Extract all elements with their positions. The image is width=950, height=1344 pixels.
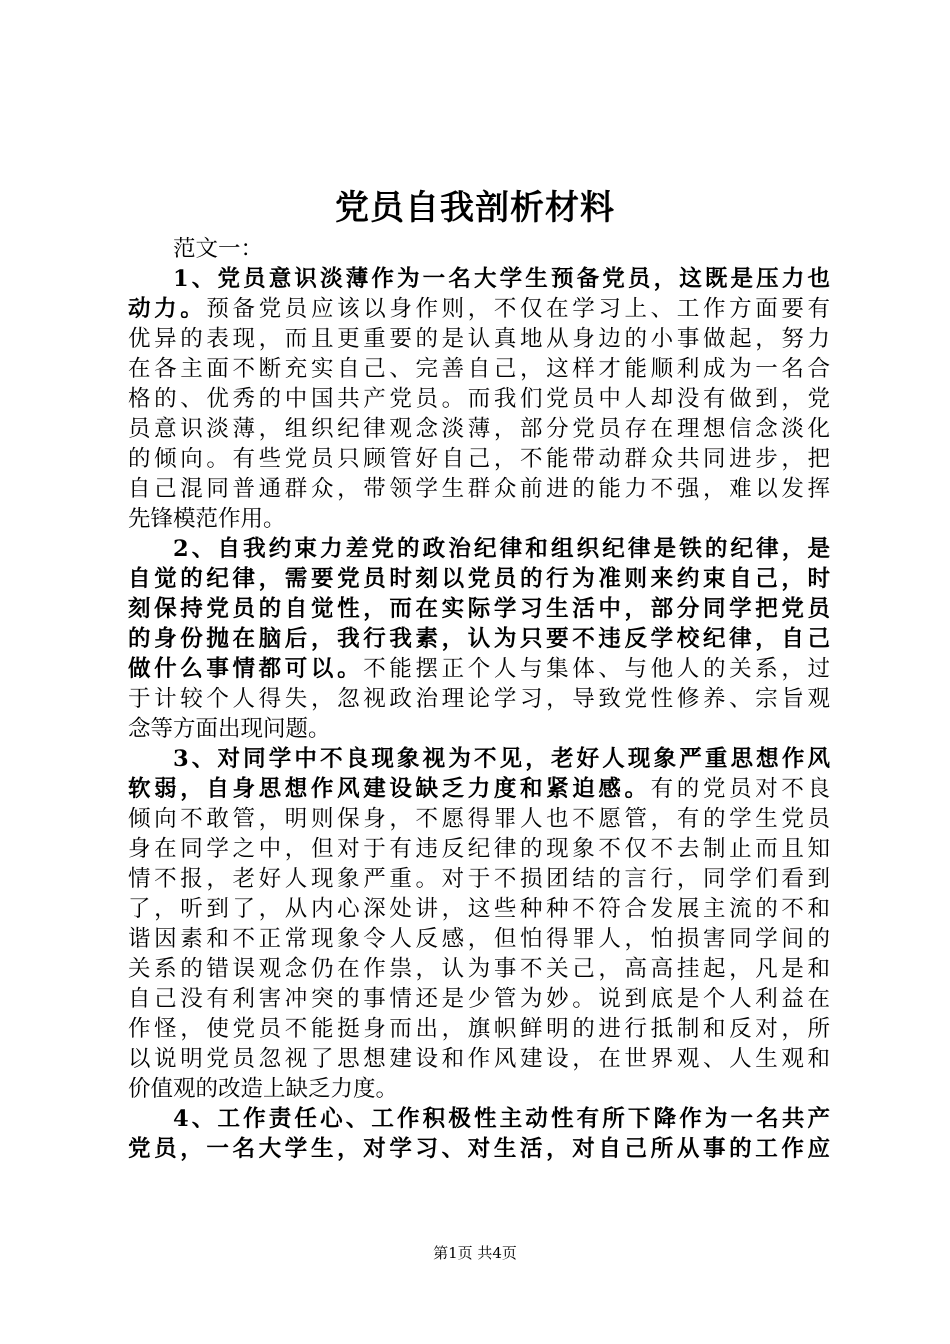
body-text: 预备党员应该以身作则，不仅在学习上、工作方面要有 (206, 296, 830, 322)
body-text: 自己没有利害冲突的事情还是少管为妙。说到底是个人利益在 (128, 986, 830, 1012)
paragraph-line (128, 474, 830, 504)
emphasized-text: 自觉的纪律，需要党员时刻以党员的行为准则来约束自己，时 (128, 566, 830, 592)
paragraph-line (128, 504, 830, 534)
body-text: 念等方面出现问题。 (128, 716, 331, 742)
paragraph-line (128, 1104, 830, 1134)
document-body (128, 234, 830, 1164)
body-text: 作怪，使党员不能挺身而出，旗帜鲜明的进行抵制和反对，所 (128, 1016, 830, 1042)
paragraph-line (128, 594, 830, 624)
paragraph-line (128, 294, 830, 324)
paragraph-line (128, 534, 830, 564)
body-text: 自己混同普通群众，带领学生群众前进的能力不强，难以发挥 (128, 476, 830, 502)
paragraph-line (128, 714, 830, 744)
body-text: 以说明党员忽视了思想建设和作风建设，在世界观、人生观和 (128, 1046, 830, 1072)
paragraph-line (128, 774, 830, 804)
body-text: 价值观的改造上缺乏力度。 (128, 1076, 399, 1102)
emphasized-text: 的身份抛在脑后，我行我素，认为只要不违反学校纪律，自己 (128, 626, 830, 652)
emphasized-text: 刻保持党员的自觉性，而在实际学习生活中，部分同学把党员 (128, 596, 830, 622)
paragraph-line (128, 564, 830, 594)
body-text: 先锋模范作用。 (128, 506, 286, 532)
paragraph-line (128, 1074, 830, 1104)
emphasized-text: 1、党员意识淡薄作为一名大学生预备党员，这既是压力也 (173, 266, 830, 292)
subtitle: 范文一： (173, 236, 264, 262)
body-text: 倾向不敢管，明则保身，不愿得罪人也不愿管，有的学生党员 (128, 806, 830, 832)
body-text: 的倾向。有些党员只顾管好自己，不能带动群众共同进步，把 (128, 446, 830, 472)
paragraph (128, 264, 830, 534)
body-text: 优异的表现，而且更重要的是认真地从身边的小事做起，努力 (128, 326, 830, 352)
emphasized-text: 做什么事情都可以。 (128, 656, 364, 682)
paragraph-line (128, 654, 830, 684)
paragraph-line (128, 684, 830, 714)
paragraph-line (128, 1014, 830, 1044)
paragraph-line (128, 894, 830, 924)
emphasized-text: 2、自我约束力差党的政治纪律和组织纪律是铁的纪律，是 (173, 536, 830, 562)
paragraph-line (128, 414, 830, 444)
body-text: 在各主面不断充实自己、完善自己，这样才能顺利成为一名合 (128, 356, 830, 382)
emphasized-text: 3、对同学中不良现象视为不见，老好人现象严重思想作风 (173, 746, 830, 772)
paragraph-line (128, 834, 830, 864)
body-text: 谐因素和不正常现象令人反感，但怕得罪人，怕损害同学间的 (128, 926, 830, 952)
page-title: 党员自我剖析材料 (335, 188, 615, 228)
body-text: 于计较个人得失，忽视政治理论学习，导致党性修养、宗旨观 (128, 686, 830, 712)
emphasized-text: 4、工作责任心、工作积极性主动性有所下降作为一名共产 (173, 1106, 830, 1132)
paragraph-line (128, 924, 830, 954)
paragraph-line (128, 624, 830, 654)
paragraph-line (128, 264, 830, 294)
paragraph-line (128, 1134, 830, 1164)
emphasized-text: 软弱，自身思想作风建设缺乏力度和紧迫感。 (128, 776, 651, 802)
body-text: 员意识淡薄，组织纪律观念淡薄，部分党员存在理想信念淡化 (128, 416, 830, 442)
body-text: 不能摆正个人与集体、与他人的关系，过 (363, 656, 830, 682)
emphasized-text: 动力。 (128, 296, 207, 322)
paragraph-line (128, 354, 830, 384)
body-text: 关系的错误观念仍在作祟，认为事不关己，高高挂起，凡是和 (128, 956, 830, 982)
paragraph-line (128, 744, 830, 774)
paragraph (128, 1104, 830, 1164)
paragraph (128, 534, 830, 744)
emphasized-text: 党员，一名大学生，对学习、对生活，对自己所从事的工作应 (128, 1136, 830, 1162)
body-text: 情不报，老好人现象严重。对于不损团结的言行，同学们看到 (128, 866, 830, 892)
body-text: 格的、优秀的中国共产党员。而我们党员中人却没有做到，党 (128, 386, 830, 412)
body-text: 了，听到了，从内心深处讲，这些种种不符合发展主流的不和 (128, 896, 830, 922)
paragraph-line (128, 384, 830, 414)
paragraph-line (128, 804, 830, 834)
paragraph-line (128, 864, 830, 894)
page-footer: 第1页 共4页 (433, 1244, 517, 1262)
body-text: 有的党员对不良 (650, 776, 830, 802)
paragraph-line (128, 324, 830, 354)
paragraph-line (128, 1044, 830, 1074)
paragraph-line (128, 954, 830, 984)
paragraph-line (128, 984, 830, 1014)
body-text: 身在同学之中，但对于有违反纪律的现象不仅不去制止而且知 (128, 836, 830, 862)
paragraph (128, 744, 830, 1104)
paragraph-line (128, 444, 830, 474)
